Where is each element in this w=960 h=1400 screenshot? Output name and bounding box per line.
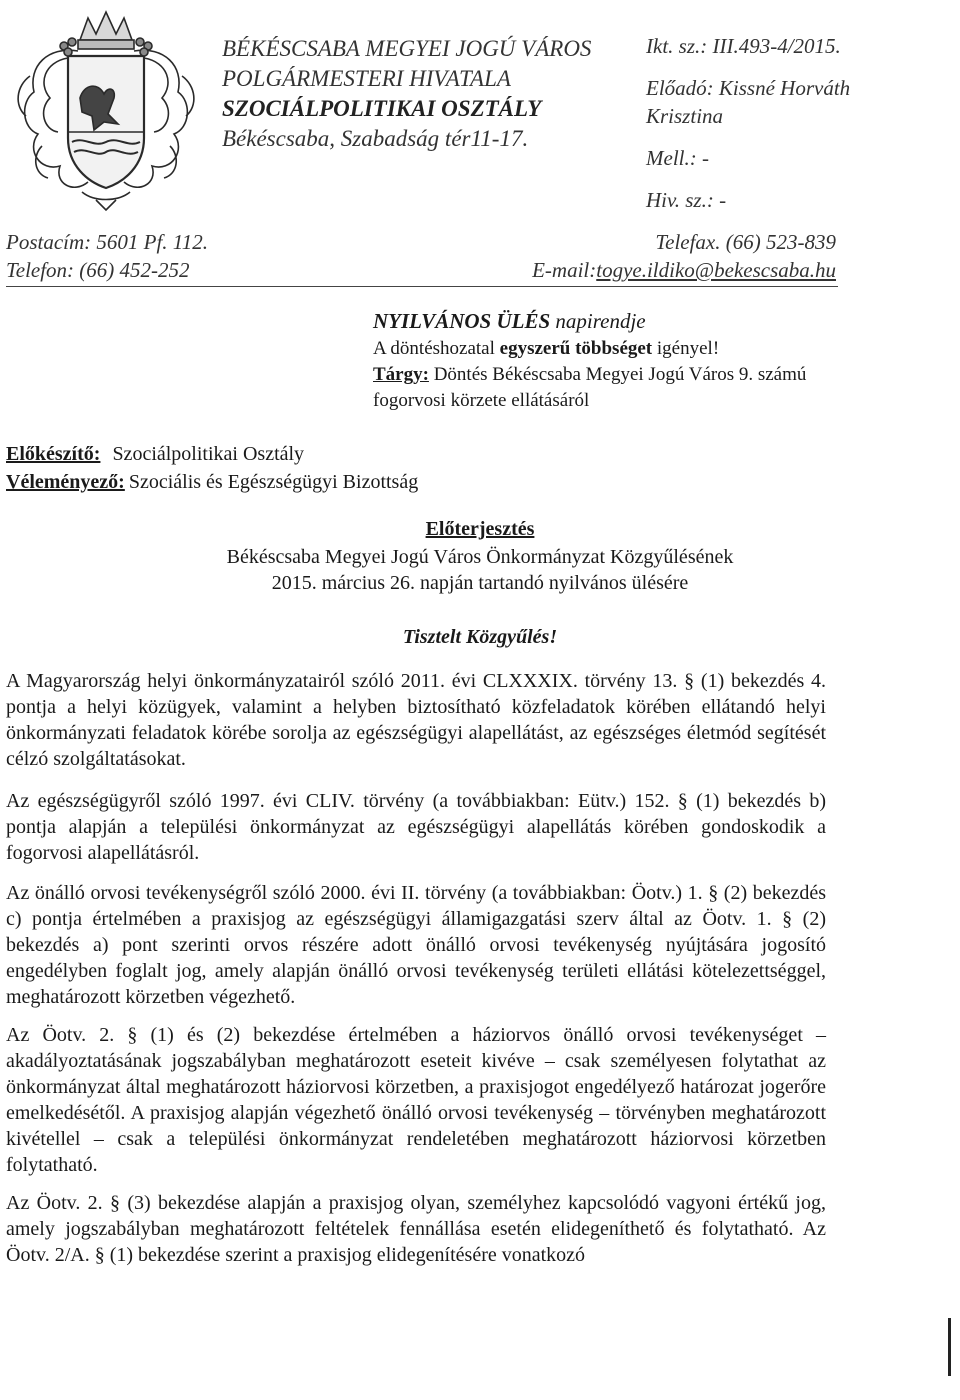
postal-address: Postacím: 5601 Pf. 112. [6, 230, 209, 254]
organization-header [222, 34, 591, 154]
body-paragraph-1: A Magyarország helyi önkormányzatairól szóló 2011. évi CLXXXIX. törvény 13. § (1) bekezdés 4. pontja a helyi közügyek, valamint a helyben biztosítható közfeladatok körében ellátandó helyi önkormányzati feladatok körébe sorolja az egészségügyi alapellátást, az egészséges életmód segítését célzó szolgáltatásokat. [6, 670, 826, 770]
header-divider [6, 286, 838, 287]
postal-contact [6, 228, 208, 284]
org-name-line1: BÉKÉSCSABA MEGYEI JOGÚ VÁROS [222, 36, 592, 61]
department-name: SZOCIÁLPOLITIKAI OSZTÁLY [222, 96, 542, 121]
fax-number: Telefax. (66) 523-839 [655, 230, 836, 254]
reviewer: Véleményező: Szociális és Egészségügyi Bizottság [6, 471, 419, 493]
preparer-block [6, 440, 418, 496]
city-coat-of-arms [8, 6, 204, 214]
proposal-heading: Előterjesztés [425, 518, 535, 540]
preparer: Előkészítő: Szociálpolitikai Osztály [6, 443, 305, 465]
proposal-heading-block [0, 516, 960, 596]
scan-edge-mark [948, 1318, 951, 1376]
body-paragraph-2: Az egészségügyről szóló 1997. évi CLIV. törvény (a továbbiakban: Eütv.) 152. § (1) bekezdés b) pontja alapján a települési önkormányzat az egészségügyi alapellátás körében gondoskodik a fogorvosi alapellátásról. [6, 790, 826, 864]
email-link[interactable]: togye.ildiko@bekescsaba.hu [596, 258, 836, 282]
email-label: E-mail: [532, 258, 597, 282]
fax-email-contact [532, 228, 836, 284]
reference-number: Hiv. sz.: - [646, 188, 727, 212]
agenda-block [373, 306, 843, 414]
body-paragraph-3: Az önálló orvosi tevékenységről szóló 2000. évi II. törvény (a továbbiakban: Öotv.) 1. § (2) bekezdés c) pontja értelmében a praxisjog az egészségügyi államigazgatási szerv által az Öotv. 1. § (2) bekezdés a) pont szerinti orvos részére adott önálló orvosi tevékenység nyújtására jogosító engedélyben foglalt jog, amely alapján önálló orvosi tevékenység területi ellátási kötelezettséggel, meghatározott körzetben végezhető. [6, 882, 826, 1008]
attachments: Mell.: - [646, 146, 709, 170]
body-paragraph-5: Az Öotv. 2. § (3) bekezdése alapján a praxisjog olyan, személyhez kapcsolódó vagyoni értékű jog, amely jogszabályban meghatározott feltételek fennállása esetén elidegeníthető és folytatható. Az Öotv. 2/A. § (1) bekezdése szerint a praxisjog elidegenítésére vonatkozó [6, 1192, 826, 1266]
org-name-line2: POLGÁRMESTERI HIVATALA [222, 66, 511, 91]
file-number: Ikt. sz.: III.493-4/2015. [646, 34, 841, 58]
phone-number: Telefon: (66) 452-252 [6, 258, 190, 282]
proposal-line1: Békéscsaba Megyei Jogú Város Önkormányzat Közgyűlésének [226, 546, 734, 568]
reference-block [646, 32, 866, 214]
agenda-title: NYILVÁNOS ÜLÉS napirendje [373, 309, 646, 333]
majority-requirement: A döntéshozatal egyszerű többséget igényel! [373, 338, 720, 359]
case-officer: Előadó: Kissné Horváth Krisztina [646, 76, 851, 128]
body-paragraph-4: Az Öotv. 2. § (1) és (2) bekezdése értelmében a háziorvos önálló orvosi tevékenységet – akadályoztatásának jogszabályban meghatározott eseteit kivéve – csak személyesen folytathat az önkormányzat által meghatározott háziorvosi körzetben, a praxisjogot engedélyező határozat jogerőre emelkedésétől. A praxisjog alapján végezhető önálló orvosi tevékenység – törvényben meghatározott kivétellel – csak a települési önkormányzat rendeletében meghatározott háziorvosi körzetben folytatható. [6, 1024, 826, 1176]
salutation: Tisztelt Közgyűlés! [402, 626, 558, 648]
agenda-subject: Tárgy: Döntés Békéscsaba Megyei Jogú Város 9. számú fogorvosi körzete ellátásáról [373, 364, 807, 411]
proposal-line2: 2015. március 26. napján tartandó nyilvános ülésére [271, 572, 689, 594]
org-address: Békéscsaba, Szabadság tér11-17. [222, 126, 529, 151]
